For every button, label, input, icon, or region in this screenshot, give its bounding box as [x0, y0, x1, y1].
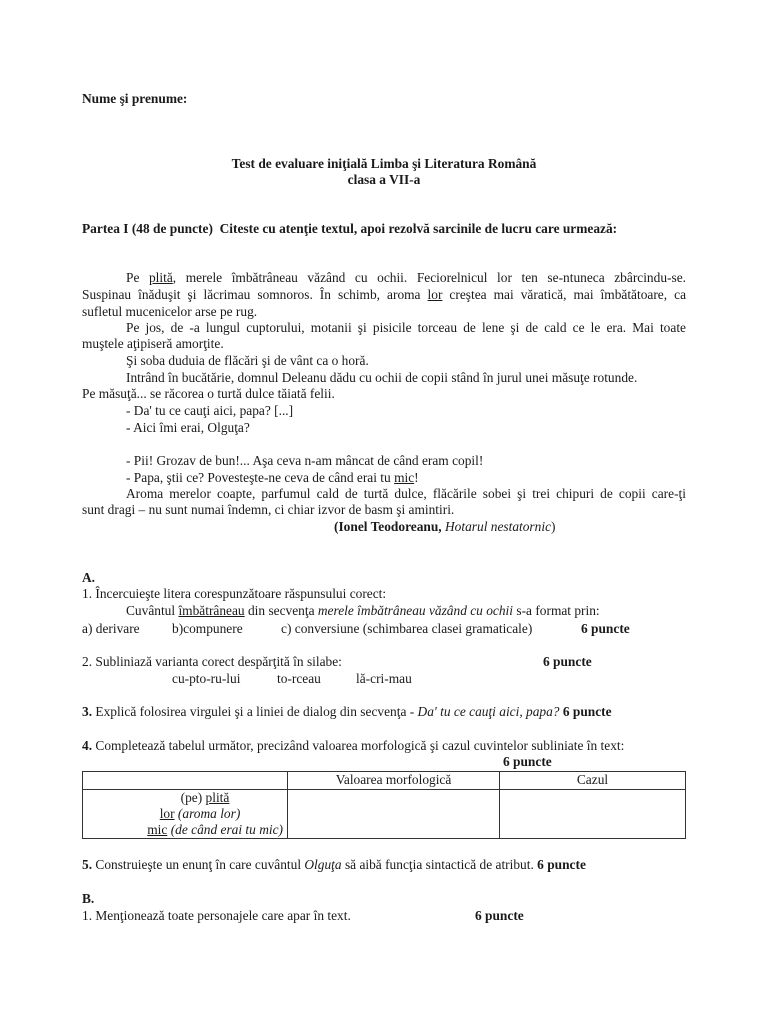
- passage-line-9: - Da' tu ce cauţi aici, papa? [...]: [126, 403, 294, 418]
- passage-line-1: Pe plită, merele îmbătrâneau văzând cu ochii. Feciorelnicul lor ten se-ntuneca zbârcindu-se.: [126, 270, 686, 285]
- passage-line-12: - Papa, ştii ce? Povesteşte-ne ceva de când erai tu mic!: [126, 470, 419, 485]
- passage-citation: (Ionel Teodoreanu, Hotarul nestatornic): [334, 519, 556, 534]
- passage-line-2: Suspinau înăduşit şi lăcrimau somnoros. În schimb, aroma lor creştea mai văratică, mai îmbătătoare, ca: [82, 287, 687, 302]
- passage-line-6: Şi soba duduia de flăcări şi de vânt ca o horă.: [126, 353, 369, 368]
- table-word-plita: (pe) plită: [180, 790, 230, 805]
- table-header-morph: Valoarea morfologică: [288, 772, 500, 790]
- q1-prompt: 1. Încercuieşte litera corespunzătoare răspunsului corect:: [82, 586, 387, 601]
- q1-option-b[interactable]: b)compunere: [172, 621, 243, 636]
- q1-context: Cuvântul îmbătrâneau din secvenţa merele îmbătrâneau văzând cu ochii s-a format prin:: [126, 603, 600, 618]
- q5-name: Olguţa: [304, 857, 342, 872]
- section-a-label: A.: [82, 570, 96, 585]
- answer-cell-morph[interactable]: [288, 790, 500, 839]
- q2-prompt: 2. Subliniază varianta corect despărţită în silabe:: [82, 654, 342, 669]
- part1-heading: [82, 221, 617, 238]
- q4-table: [82, 771, 686, 839]
- table-header-word: [83, 772, 288, 790]
- passage-line-14: sunt dragi – nu sunt numai îndemn, ci chiar izvor de basm şi amintiri.: [82, 502, 455, 517]
- b-q1-points: 6 puncte: [475, 908, 524, 923]
- q3-points: 6 puncte: [559, 704, 612, 719]
- underlined-word-mic: mic: [394, 470, 415, 485]
- underlined-word-plita: plită: [148, 270, 173, 285]
- answer-cell-case[interactable]: [500, 790, 686, 839]
- table-word-mic: mic (de când erai tu mic): [147, 822, 283, 837]
- passage-line-10: - Aici îmi erai, Olguţa?: [126, 420, 250, 435]
- passage-line-7: Intrând în bucătărie, domnul Deleanu dădu cu ochii de copii stând în jurul unei măsuţe rotunde.: [126, 370, 638, 385]
- part1-heading-instruction: Citeste cu atenţie textul, apoi rezolvă sarcinile de lucru care urmează:: [219, 221, 618, 236]
- test-subtitle: clasa a VII-a: [347, 172, 421, 187]
- q1-option-a[interactable]: a) derivare: [82, 621, 140, 636]
- underlined-word-imbatraneau: îmbătrâneau: [178, 603, 245, 618]
- passage-line-11: - Pii! Grozav de bun!... Aşa ceva n-am mâncat de când eram copil!: [126, 453, 484, 468]
- passage-line-4: Pe jos, de -a lungul cuptorului, motanii şi pisicile torceau de lene şi de cald ce le era. Mai toate: [126, 320, 686, 335]
- passage-line-13: Aroma merelor coapte, parfumul cald de turtă dulce, flăcările sobei şi trei chipuri de copii care-ţi: [126, 486, 686, 501]
- passage-line-8: Pe măsuţă... se răcorea o turtă dulce tăiată felii.: [82, 386, 335, 401]
- q3-prompt: 3. Explică folosirea virgulei şi a liniei de dialog din secvenţa - Da' tu ce cauţi aici, papa? 6 puncte: [82, 704, 612, 719]
- name-label: Nume şi prenume:: [82, 91, 188, 106]
- underlined-word-lor: lor: [427, 287, 443, 302]
- passage-line-5: muştele aţipiseră amorţite.: [82, 336, 224, 351]
- part1-heading-points: Partea I (48 de puncte): [82, 221, 213, 236]
- q3-quote: Da' tu ce cauţi aici, papa?: [417, 704, 560, 719]
- q1-quote: merele îmbătrâneau văzând cu ochii: [317, 603, 514, 618]
- table-header-case: Cazul: [500, 772, 686, 790]
- table-words-cell: [83, 790, 288, 839]
- q4-points: 6 puncte: [503, 754, 552, 769]
- b-q1-prompt: 1. Menţionează toate personajele care apar în text.: [82, 908, 351, 923]
- q2-points: 6 puncte: [543, 654, 592, 669]
- work-title: Hotarul nestatornic: [445, 519, 552, 534]
- q2-option-3[interactable]: lă-cri-mau: [356, 671, 412, 686]
- q4-prompt: 4. Completează tabelul următor, precizând valoarea morfologică şi cazul cuvintelor subliniate în text:: [82, 738, 625, 753]
- q1-option-c[interactable]: c) conversiune (schimbarea clasei gramaticale): [281, 621, 533, 636]
- q5-points: 6 puncte: [537, 857, 586, 872]
- q1-points: 6 puncte: [581, 621, 630, 636]
- q2-option-1[interactable]: cu-pto-ru-lui: [172, 671, 241, 686]
- q2-option-2[interactable]: to-rceau: [277, 671, 321, 686]
- section-b-label: B.: [82, 891, 95, 906]
- test-title: Test de evaluare iniţială Limba şi Literatura Română: [231, 156, 537, 171]
- table-word-lor: lor (aroma lor): [159, 806, 241, 821]
- passage-line-3: sufletul mucenicelor arse pe rug.: [82, 304, 258, 319]
- q5-prompt: 5. Construieşte un enunţ în care cuvântul Olguţa să aibă funcţia sintactică de atribut. 6 puncte: [82, 857, 586, 872]
